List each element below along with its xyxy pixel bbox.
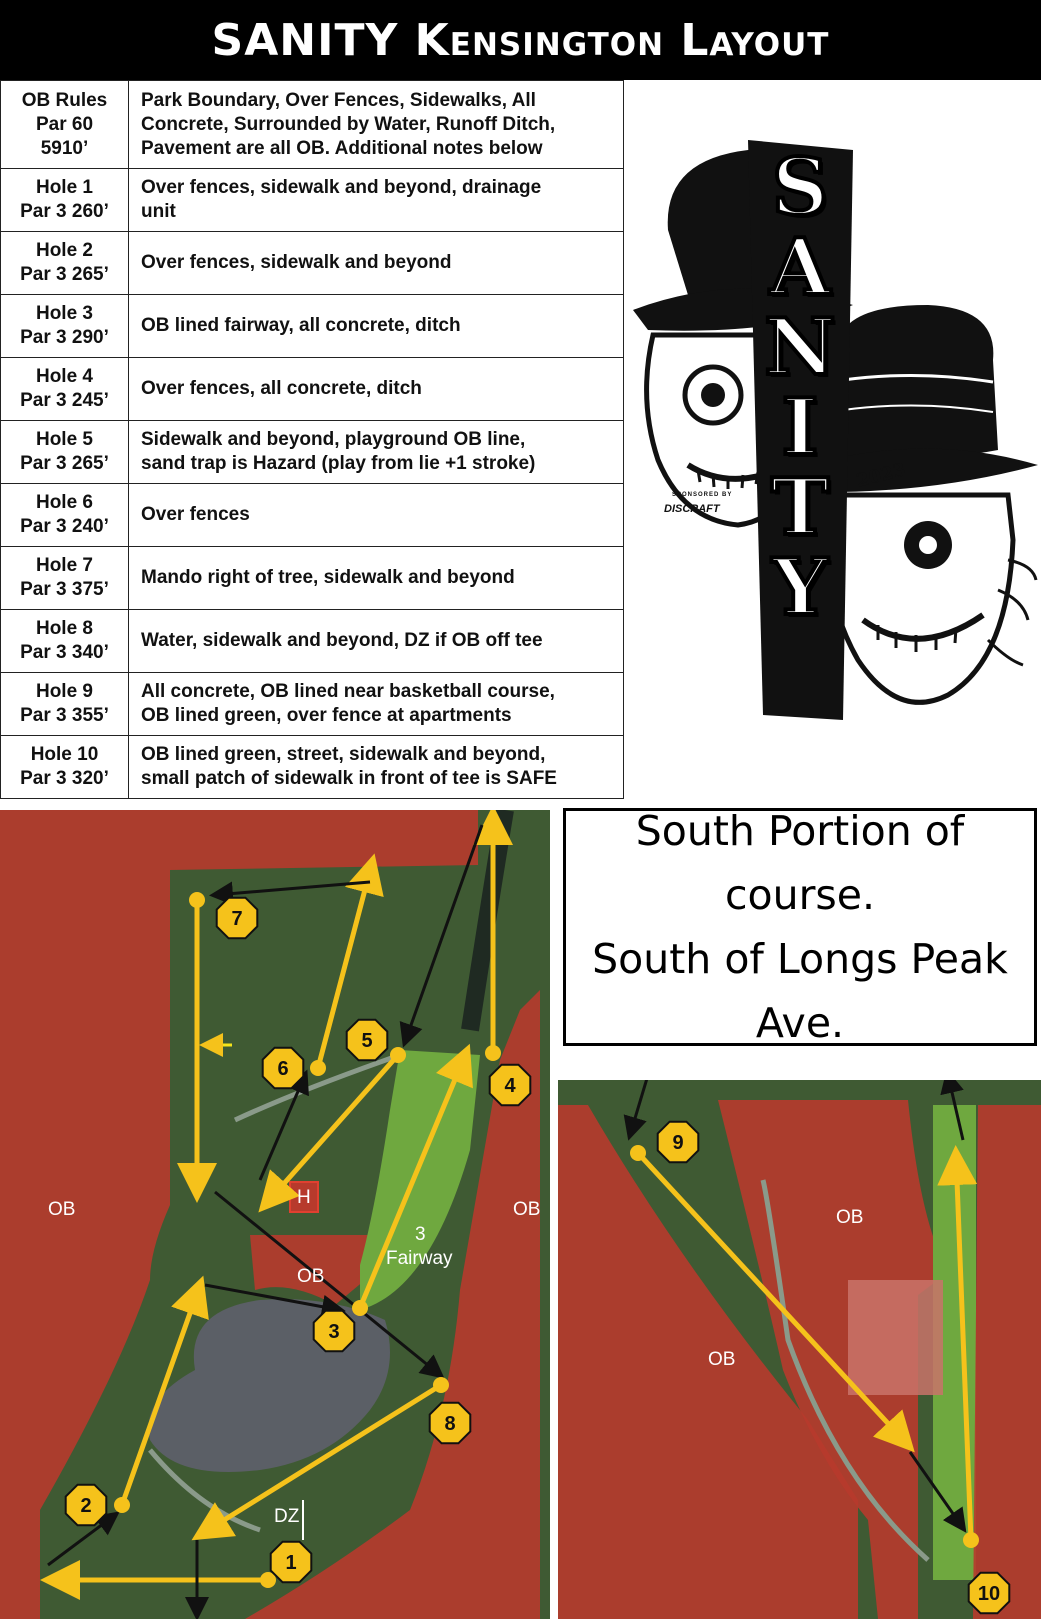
hole-cell-line: Par 3 260’	[20, 201, 109, 222]
note-cell	[129, 295, 624, 358]
page-title: SANITY Kensington Layout	[211, 14, 830, 66]
hole-cell-line: Hole 9	[35, 681, 94, 702]
hole-cell	[1, 484, 129, 547]
note-cell-line: Concrete, Surrounded by Water, Runoff Ditch,	[141, 113, 556, 135]
hole-cell-line: Hole 8	[35, 618, 94, 639]
hole-cell-line: Par 60	[35, 113, 94, 135]
rules-row	[1, 736, 624, 799]
note-cell	[129, 610, 624, 673]
hole-cell-line: Hole 7	[35, 555, 94, 576]
hole-cell	[1, 232, 129, 295]
hole-badge-number: 5	[361, 1030, 373, 1052]
note-cell-line: unit	[141, 201, 176, 222]
note-cell-line: Sidewalk and beyond, playground OB line,	[141, 429, 526, 450]
fairway-label: Fairway	[386, 1248, 453, 1269]
hole-badge-number: 3	[328, 1321, 340, 1343]
note-cell	[129, 358, 624, 421]
hole-cell-line: Par 3 240’	[20, 516, 109, 537]
south-caption-line: South of Longs Peak	[592, 935, 1008, 983]
logo-letter: T	[770, 462, 830, 553]
hole-cell-line: Par 3 265’	[20, 453, 109, 474]
south-caption-line: Ave.	[755, 999, 845, 1047]
ob-zone-south-far-east	[973, 1105, 1041, 1619]
ob-label-south-lower: OB	[708, 1349, 736, 1370]
sanity-logo	[628, 120, 1038, 750]
hole-cell	[1, 81, 129, 169]
note-cell	[129, 169, 624, 232]
note-cell-line: Mando right of tree, sidewalk and beyond	[141, 567, 515, 588]
note-cell	[129, 673, 624, 736]
logo-letter: I	[781, 382, 819, 473]
rules-table	[0, 80, 624, 799]
hole-cell-line: Hole 5	[35, 429, 94, 450]
hole-badge-number: 2	[80, 1495, 92, 1517]
rules-row	[1, 295, 624, 358]
rules-row	[1, 358, 624, 421]
note-cell	[129, 81, 624, 169]
note-cell-line: Pavement are all OB. Additional notes below	[141, 137, 543, 159]
rules-row	[1, 673, 624, 736]
hole-cell	[1, 358, 129, 421]
logo-year: 2023	[854, 459, 908, 492]
note-cell-line: small patch of sidewalk in front of tee is SAFE	[141, 768, 557, 789]
note-cell-line: OB lined green, over fence at apartments	[141, 705, 512, 726]
logo-sponsored-by: SPONSORED BY	[672, 492, 733, 498]
hole-cell	[1, 547, 129, 610]
hole-badge	[490, 1065, 531, 1106]
hole-badge-number: 8	[444, 1413, 456, 1435]
hole-badge-number: 6	[277, 1058, 289, 1080]
hole-cell-line: Par 3 355’	[20, 705, 109, 726]
hole-cell	[1, 421, 129, 484]
basketball-court	[848, 1280, 943, 1395]
rules-row	[1, 610, 624, 673]
logo-letter: N	[764, 302, 836, 393]
rules-row	[1, 169, 624, 232]
note-cell	[129, 547, 624, 610]
hole-badge-number: 9	[672, 1132, 684, 1154]
hole-cell-line: Par 3 375’	[20, 579, 109, 600]
rules-row	[1, 547, 624, 610]
logo-sponsor: DISCRAFT	[664, 503, 720, 515]
hazard-label: H	[297, 1187, 311, 1208]
ob-label-east: OB	[513, 1199, 541, 1220]
note-cell-line: All concrete, OB lined near basketball course,	[141, 681, 555, 702]
hole-badge	[658, 1122, 699, 1163]
note-cell	[129, 484, 624, 547]
south-portion-caption	[563, 808, 1037, 1046]
hole-badge-number: 4	[504, 1075, 516, 1097]
drop-zone-label: DZ	[274, 1506, 300, 1527]
ob-label-middle: OB	[297, 1266, 325, 1287]
hole-badge	[66, 1485, 107, 1526]
hole-badge-number: 7	[231, 908, 243, 930]
note-cell	[129, 232, 624, 295]
note-cell-line: Over fences, sidewalk and beyond, drainage	[141, 177, 542, 198]
hole-badge	[263, 1048, 304, 1089]
note-cell-line: Over fences	[141, 504, 250, 525]
note-cell-line: Park Boundary, Over Fences, Sidewalks, All	[141, 89, 536, 111]
hole-cell-line: Hole 2	[35, 240, 94, 261]
note-cell-line: Over fences, sidewalk and beyond	[141, 252, 452, 273]
hole-cell	[1, 736, 129, 799]
note-cell	[129, 736, 624, 799]
hole-cell-line: Par 3 265’	[20, 264, 109, 285]
hole-cell-line: Hole 4	[35, 366, 94, 387]
hole-cell-line: Hole 6	[35, 492, 94, 513]
note-cell-line: Over fences, all concrete, ditch	[141, 378, 422, 399]
ob-label-south-upper: OB	[836, 1207, 864, 1228]
hole-cell	[1, 295, 129, 358]
hole-badge	[217, 898, 258, 939]
hole-cell-line: Par 3 245’	[20, 390, 109, 411]
note-cell	[129, 421, 624, 484]
hole-cell-line: Par 3 290’	[20, 327, 109, 348]
ob-label-west: OB	[48, 1199, 76, 1220]
north-course-map	[0, 810, 550, 1619]
hole-cell	[1, 169, 129, 232]
hole-badge-number: 1	[285, 1552, 297, 1574]
note-cell-line: OB lined fairway, all concrete, ditch	[141, 315, 461, 336]
hole-cell-line: Par 3 320’	[20, 768, 109, 789]
hole-cell	[1, 610, 129, 673]
title-bar	[0, 0, 1041, 80]
note-cell-line: sand trap is Hazard (play from lie +1 stroke)	[141, 453, 536, 474]
logo-letter: Y	[772, 542, 828, 633]
logo-letter: A	[769, 222, 831, 313]
hole-badge-number: 10	[977, 1583, 1001, 1605]
rules-row	[1, 484, 624, 547]
note-cell-line: Water, sidewalk and beyond, DZ if OB off tee	[141, 630, 543, 651]
hole-badge	[347, 1020, 388, 1061]
rules-row	[1, 421, 624, 484]
hole-cell-line: OB Rules	[21, 89, 108, 111]
hole-cell-line: Hole 10	[30, 744, 99, 765]
fairway-number: 3	[415, 1224, 426, 1245]
logo-letter: S	[771, 142, 829, 233]
hole-badge	[969, 1573, 1010, 1614]
south-caption-line: South Portion of	[635, 807, 965, 855]
note-cell-line: OB lined green, street, sidewalk and beyond,	[141, 744, 546, 765]
hole-cell-line: Hole 3	[35, 303, 94, 324]
hole-cell-line: Par 3 340’	[20, 642, 109, 663]
south-course-map	[558, 1080, 1041, 1619]
south-caption-line: course.	[724, 871, 876, 919]
hole-badge	[314, 1311, 355, 1352]
logo-wordmark	[756, 142, 844, 633]
rules-row	[1, 81, 624, 169]
hole-cell-line: Hole 1	[35, 177, 94, 198]
hole-cell-line: 5910’	[40, 137, 89, 159]
hole-badge	[430, 1403, 471, 1444]
rules-row	[1, 232, 624, 295]
hole-cell	[1, 673, 129, 736]
hole-badge	[271, 1542, 312, 1583]
